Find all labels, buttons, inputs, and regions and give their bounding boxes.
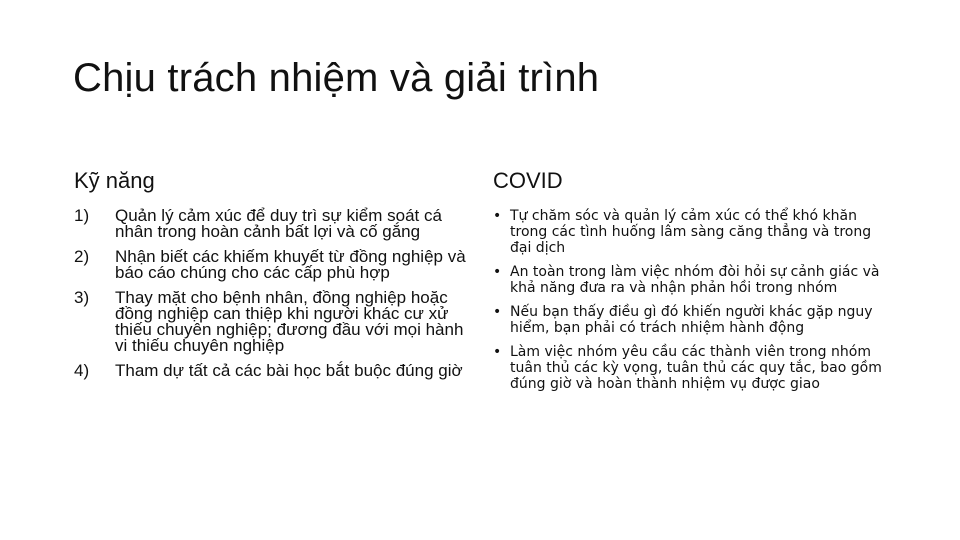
item-text: Nếu bạn thấy điều gì đó khiến người khác gặp nguy hiểm, bạn phải có trách nhiệm hành động (510, 304, 873, 336)
item-text: Tự chăm sóc và quản lý cảm xúc có thể khó khăn trong các tình huống lâm sàng căng thẳng và trong đại dịch (510, 208, 872, 256)
list-item (493, 304, 888, 336)
covid-heading: COVID (493, 168, 563, 193)
item-text: Tham dự tất cả các bài học bắt buộc đúng giờ (115, 361, 463, 380)
skills-heading: Kỹ năng (74, 168, 155, 193)
bullet-icon: • (493, 304, 502, 320)
item-text: Nhận biết các khiếm khuyết từ đồng nghiệp và báo cáo chúng cho các cấp phù hợp (115, 247, 466, 282)
item-number: 2) (74, 247, 90, 266)
list-item (74, 208, 474, 240)
skills-list (74, 208, 474, 379)
covid-list (493, 208, 888, 392)
item-text: Quản lý cảm xúc để duy trì sự kiểm soát cá nhân trong hoàn cảnh bất lợi và cố gắng (115, 206, 442, 241)
item-number: 3) (74, 288, 90, 307)
list-item (74, 290, 474, 354)
item-number: 4) (74, 361, 90, 380)
item-text: Thay mặt cho bệnh nhân, đồng nghiệp hoặc đồng nghiệp can thiệp khi người khác cư xử thiếu chuyên nghiệp; đương đầu với mọi hành vi thiếu chuyên nghiệp (115, 288, 464, 355)
list-item (493, 208, 888, 256)
list-item (74, 363, 474, 379)
list-item (74, 249, 474, 281)
list-item (493, 264, 888, 296)
bullet-icon: • (493, 344, 502, 360)
bullet-icon: • (493, 208, 502, 224)
item-text: An toàn trong làm việc nhóm đòi hỏi sự cảnh giác và khả năng đưa ra và nhận phản hồi trong nhóm (510, 264, 880, 296)
covid-column (493, 168, 888, 400)
bullet-icon: • (493, 264, 502, 280)
item-number: 1) (74, 206, 90, 225)
item-text: Làm việc nhóm yêu cầu các thành viên trong nhóm tuân thủ các kỳ vọng, tuân thủ các quy tắc, bao gồm đúng giờ và hoàn thành nhiệm vụ được giao (510, 344, 882, 392)
list-item (493, 344, 888, 392)
skills-column (74, 168, 474, 388)
slide-title: Chịu trách nhiệm và giải trình (73, 56, 600, 100)
